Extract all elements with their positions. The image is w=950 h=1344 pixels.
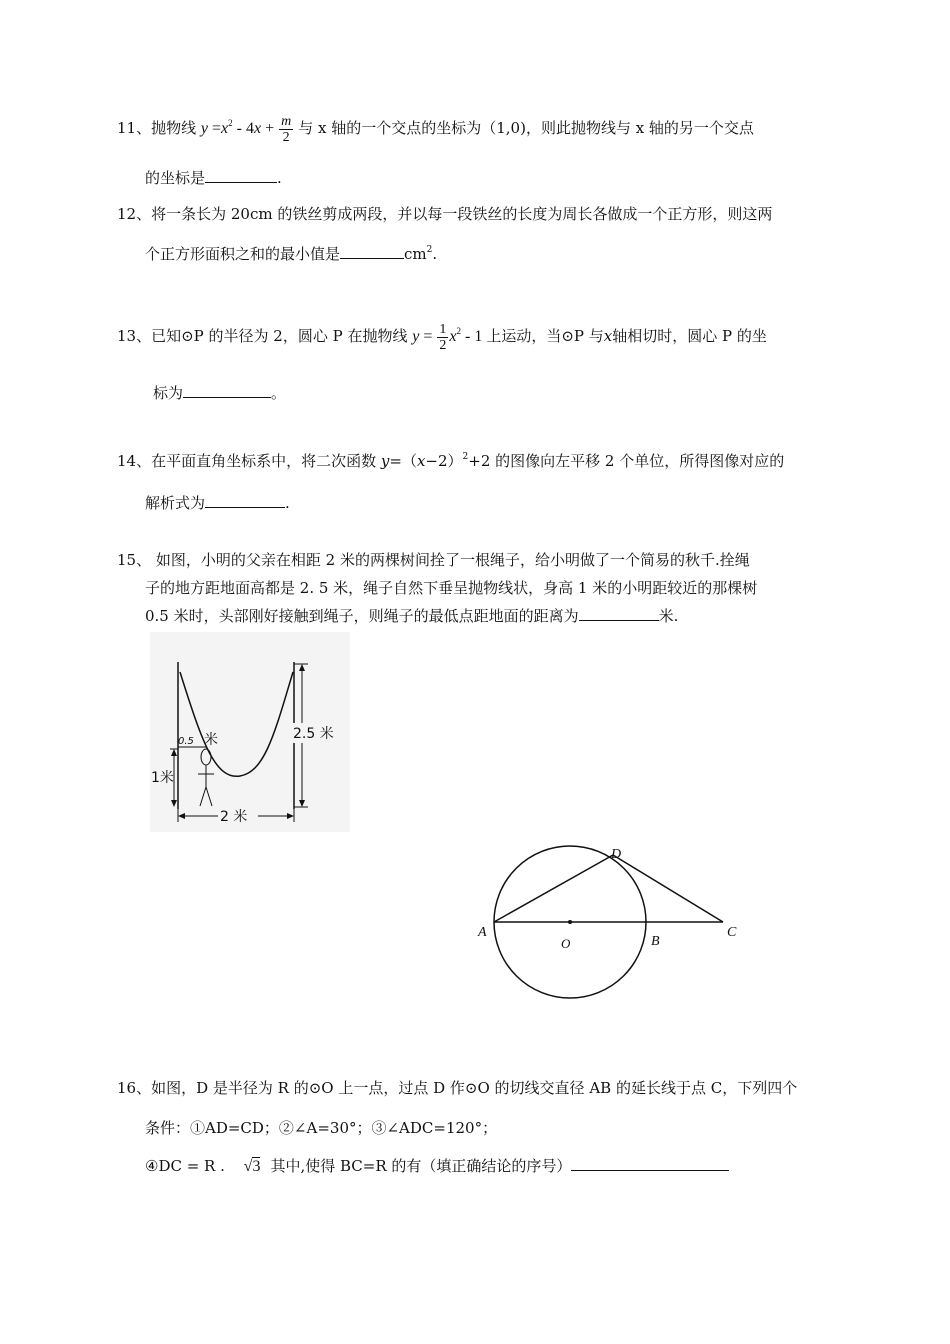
q12-answer-blank[interactable] bbox=[340, 244, 404, 259]
question-16-line-1: 16、如图，D 是半径为 R 的⊙O 上一点，过点 D 作⊙O 的切线交直径 AB 的延长线于点 C，下列四个 bbox=[117, 1079, 798, 1097]
question-16-line-3: ④DC = R . √3 其中,使得 BC=R 的有（填正确结论的序号） bbox=[145, 1156, 729, 1177]
q13-equation: y = $\frac{1}{2}$ $x^2 - 1$ bbox=[412, 322, 483, 353]
label-b: B bbox=[651, 934, 660, 949]
center-point bbox=[568, 920, 572, 924]
swing-figure bbox=[150, 632, 350, 832]
question-13-line-2: 标为 。 bbox=[153, 384, 287, 402]
tangent-dc bbox=[613, 855, 723, 922]
q15-answer-blank[interactable] bbox=[579, 606, 659, 621]
q14-answer-blank[interactable] bbox=[205, 493, 285, 508]
question-13-line-1: 13、已知⊙P 的半径为 2，圆心 P 在抛物线 y = $\frac{1}{2}$ $x^2 - 1$ 上运动，当⊙P 与x轴相切时，圆心 P 的坐 bbox=[117, 322, 767, 353]
question-14-line-2: 解析式为 . bbox=[145, 494, 290, 512]
label-c: C bbox=[727, 925, 737, 940]
q11-equation: $y =x^2 - 4x$ + $\frac{m}{2}$ bbox=[200, 114, 292, 145]
sqrt-three: √3 bbox=[243, 1158, 261, 1175]
label-tree-height: 2.5 米 bbox=[293, 726, 334, 742]
label-a: A bbox=[478, 925, 487, 940]
q11-answer-blank[interactable] bbox=[205, 168, 277, 183]
label-child-height: 1米 bbox=[151, 770, 174, 786]
label-o: O bbox=[561, 936, 571, 951]
question-15-line-2: 子的地方距地面高都是 2. 5 米，绳子自然下垂呈抛物线状，身高 1 米的小明距较近的那棵树 bbox=[145, 579, 758, 597]
label-d: D bbox=[611, 847, 622, 862]
question-14-line-1: 14、在平面直角坐标系中，将二次函数 $y=(x-2)^2+2$ 的图像向左平移 2 个单位，所得图像对应的 bbox=[117, 452, 785, 470]
question-12-line-1: 12、将一条长为 20cm 的铁丝剪成两段，并以每一段铁丝的长度为周长各做成一个正方形，则这两 bbox=[117, 205, 773, 223]
question-15-line-3: 0.5 米时，头部刚好接触到绳子，则绳子的最低点距地面的距离为 米. bbox=[145, 607, 679, 625]
q11-suffix: 与 x 轴的一个交点的坐标为（1,0)，则此抛物线与 x 轴的另一个交点 bbox=[298, 119, 754, 138]
label-width: 2 米 bbox=[220, 809, 248, 825]
question-15-line-1: 15、 如图，小明的父亲在相距 2 米的两棵树间拴了一根绳子，给小明做了一个简易的秋千.拴绳 bbox=[117, 551, 750, 569]
question-16-line-2: 条件：①AD=CD；②∠A=30°；③∠ADC=120°； bbox=[145, 1119, 498, 1137]
q13-fraction: $\frac{1}{2}$ bbox=[439, 322, 447, 353]
circle-tangent-figure bbox=[470, 840, 750, 1010]
q11-fraction: $\frac{m}{2}$ bbox=[281, 114, 292, 145]
q11-number: 11、 bbox=[117, 119, 152, 138]
q11-prefix: 抛物线 bbox=[151, 119, 197, 138]
question-11-line-1 bbox=[117, 114, 754, 145]
q13-answer-blank[interactable] bbox=[183, 383, 271, 398]
q16-answer-blank[interactable] bbox=[571, 1156, 729, 1171]
label-half-num: 0.5 bbox=[178, 736, 194, 747]
label-half-unit: 米 bbox=[204, 732, 218, 748]
question-12-line-2: 个正方形面积之和的最小值是 $cm^2$. bbox=[145, 245, 438, 263]
question-11-line-2: 的坐标是 . bbox=[145, 169, 282, 187]
segment-ad bbox=[494, 855, 613, 922]
